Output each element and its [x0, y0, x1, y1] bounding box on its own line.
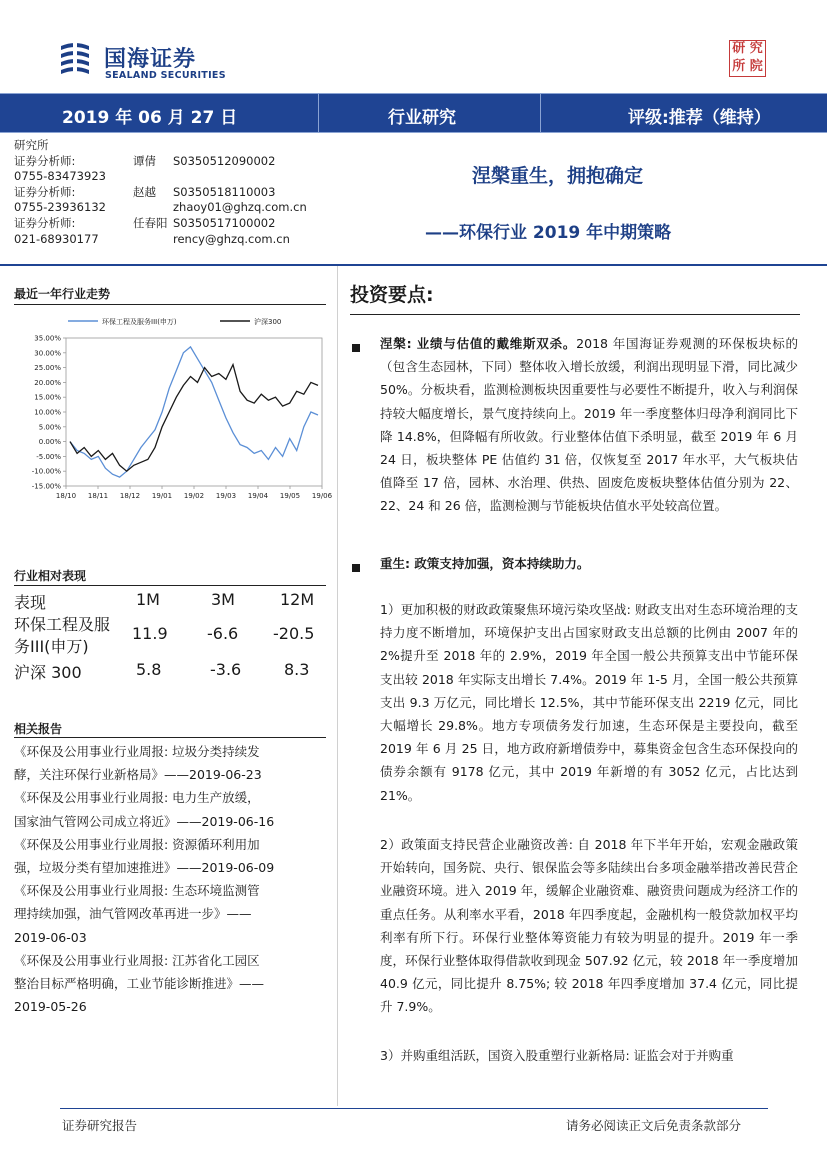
- y-tick-label: -15.00%: [31, 482, 61, 491]
- related-heading: 相关报告: [14, 722, 63, 736]
- x-tick-label: 19/04: [247, 492, 269, 500]
- report-rating: 评级:推荐（维持）: [628, 108, 771, 128]
- point-paragraph: [380, 552, 798, 575]
- related-report-line: 整治目标严格明确，工业节能诊断推进》——: [14, 976, 265, 992]
- x-tick-label: 18/12: [119, 492, 141, 500]
- report-subtitle: ——环保行业 2019 年中期策略: [425, 223, 672, 243]
- column-divider: [337, 266, 338, 1106]
- banner-divider: [318, 94, 319, 132]
- cell-value: 8.3: [284, 660, 310, 679]
- point-paragraph: [380, 332, 798, 518]
- analyst-line: [14, 138, 314, 154]
- row-label: 沪深 300: [14, 663, 82, 682]
- related-report-line: 2019-05-26: [14, 999, 87, 1015]
- related-report-line: 《环保及公用事业行业周报: 江苏省化工园区: [14, 952, 260, 968]
- related-report-line: 《环保及公用事业行业周报: 资源循环利用加: [14, 836, 260, 852]
- sidebar: [14, 266, 333, 1106]
- y-tick-label: 0.00%: [38, 438, 61, 447]
- disclaimer-note: 请务必阅读正文后免责条款部分: [566, 1118, 742, 1133]
- x-tick-label: 18/10: [55, 492, 77, 500]
- section-rule: [14, 585, 326, 586]
- column-header: 表现: [14, 593, 47, 612]
- y-tick-label: 20.00%: [34, 378, 61, 387]
- y-tick-label: -10.00%: [31, 467, 61, 476]
- analyst-field: 证券分析师:: [14, 184, 76, 199]
- point-paragraph: 1）更加积极的财政政策聚焦环境污染攻坚战: 财政支出对生态环境治理的支持力度不断增加，环境保护支出占国家财政支出总额的比例由 2007 年的 2%提升至 2018 年的 2.9%，2019 年全国一般公共预算支出中节能环保支出较 2018 年实际支出增长 7.4%。2019 年 1-5 月，全国一般公共预算支出 9.3 万亿元，同比增长 12.5%，其中节能环保支出 2219 亿元，同比大幅增长 29.8%。地方专项债务发行加速，生态环保是主要投向，截至 2019 年 6 月 25 日，地方政府新增债券中，募集资金包含生态环保投向的债券余额有 9178 亿元，其中 2019 年新增的有 3052 亿元，占比达到 21%。: [380, 602, 798, 803]
- analyst-field: 021-68930177: [14, 231, 99, 246]
- analyst-field: 0755-23936132: [14, 200, 106, 215]
- table-header-row: [14, 590, 326, 610]
- related-report-line: 2019-06-03: [14, 929, 87, 945]
- trend-chart: [14, 314, 333, 514]
- analyst-field: rency@ghzq.com.cn: [173, 231, 290, 246]
- y-tick-label: 25.00%: [34, 364, 61, 373]
- point-paragraph: 2）政策面支持民营企业融资改善: 自 2018 年下半年开始，宏观金融政策开始转向，国务院、央行、银保监会等多陆续出台多项金融举措改善民营企业融资环境。进入 2019 年，缓解企业融资难、融资贵问题成为经济工作的重点任务。从利率水平看，2018 年四季度起，金融机构一般贷款加权平均利率有所下行。环保行业整体筹资能力有较为明显的提升。2019 年一季度，环保行业整体取得借款收到现金 507.92 亿元，较 2018 年一季度增加 40.9 亿元，同比提升 8.75%; 较 2018 年四季度增加 37.4 亿元，同比提升 7.9%。: [380, 837, 798, 1015]
- report-title: 涅槃重生，拥抱确定: [472, 165, 644, 187]
- row-label: 环保工程及服: [14, 615, 111, 634]
- point-paragraph: 3）并购重组活跃，国资入股重塑行业新格局: 证监会对于并购重: [380, 1048, 734, 1063]
- analyst-field: 证券分析师:: [14, 153, 76, 168]
- section-rule: [14, 304, 326, 305]
- analyst-info: [14, 138, 314, 247]
- trend-heading: 最近一年行业走势: [14, 287, 111, 301]
- cell-value: -3.6: [210, 660, 242, 679]
- x-tick-label: 19/05: [279, 492, 301, 500]
- seal-char: 院: [749, 58, 763, 74]
- cell-value: -6.6: [207, 624, 239, 643]
- analyst-line: [14, 169, 314, 185]
- point-lead: 涅槃: 业绩与估值的戴维斯双杀。: [380, 336, 577, 351]
- analyst-line: [14, 154, 314, 170]
- report-date: 2019 年 06 月 27 日: [62, 108, 238, 128]
- research-seal: [729, 40, 766, 77]
- y-tick-label: 15.00%: [34, 393, 61, 402]
- banner-divider: [540, 94, 541, 132]
- analyst-line: [14, 185, 314, 201]
- footer-rule: [60, 1108, 768, 1109]
- report-banner: [0, 93, 827, 133]
- analyst-field: 证券分析师:: [14, 215, 76, 230]
- y-tick-label: 10.00%: [34, 408, 61, 417]
- analyst-field: 0755-83473923: [14, 169, 106, 184]
- column-header: 12M: [280, 590, 315, 609]
- performance-heading: 行业相对表现: [14, 569, 87, 583]
- related-report-line: 《环保及公用事业行业周报: 电力生产放缓，: [14, 790, 260, 806]
- section-rule: [350, 314, 800, 315]
- performance-table: [14, 588, 326, 682]
- y-tick-label: 5.00%: [38, 423, 61, 432]
- key-points-heading: 投资要点:: [350, 284, 434, 306]
- analyst-line: [14, 200, 314, 216]
- analyst-field: 研究所: [14, 138, 49, 152]
- analyst-field: 任春阳: [133, 215, 168, 230]
- row-label: 务III(申万): [14, 637, 89, 656]
- analyst-line: [14, 216, 314, 232]
- bullet-icon: [352, 344, 360, 352]
- seal-char: 所: [732, 58, 746, 74]
- analyst-field: S0350518110003: [173, 184, 276, 199]
- related-report-line: 强，垃圾分类有望加速推进》——2019-06-09: [14, 860, 275, 876]
- legend-label: 环保工程及服务III(申万): [102, 318, 177, 326]
- x-tick-label: 19/03: [215, 492, 237, 500]
- analyst-field: S0350517100002: [173, 215, 276, 230]
- related-report-line: 《环保及公用事业行业周报: 垃圾分类持续发: [14, 744, 260, 759]
- brand-logo: [58, 40, 258, 84]
- cell-value: -20.5: [273, 624, 315, 643]
- cell-value: 11.9: [132, 624, 168, 643]
- table-row: [14, 612, 326, 654]
- analyst-line: [14, 232, 314, 248]
- report-type: 行业研究: [388, 108, 456, 128]
- plot-frame: [66, 338, 322, 486]
- brand-name-en: SEALAND SECURITIES: [105, 70, 226, 81]
- y-tick-label: 30.00%: [34, 349, 61, 358]
- seal-char: 研: [732, 41, 746, 56]
- x-tick-label: 19/01: [151, 492, 173, 500]
- point-body: 2018 年国海证券观测的环保板块标的（包含生态园林，下同）整体收入增长放缓，利润出现明显下滑，同比减少 50%。分板块看，监测检测板块因重要性与必要性不断提升，收入与利润保持较大幅度增长，景气度持续向上。2019 年一季度整体归母净利润同比下降 14.8%，但降幅有所收敛。行业整体估值下杀明显，截至 2019 年 6 月 24 日，板块整体 PE 估值约 31 倍，仅恢复至 2017 年水平，大气板块估值降至 17 倍，园林、水治理、供热、固废危废板块整体估值分别为 22、22、24 和 26 倍，监测检测与节能板块估值水平处较高位置。: [380, 336, 798, 514]
- series-line: [70, 365, 318, 472]
- brand-name-cn: 国海证券: [104, 47, 197, 72]
- y-tick-label: 35.00%: [34, 334, 61, 343]
- table-row: [14, 660, 326, 680]
- seal-char: 究: [749, 41, 763, 56]
- analyst-field: zhaoy01@ghzq.com.cn: [173, 200, 307, 215]
- column-header: 3M: [211, 590, 235, 609]
- x-tick-label: 19/02: [183, 492, 205, 500]
- analyst-field: 谭倩: [133, 153, 156, 168]
- legend-label: 沪深300: [254, 318, 282, 326]
- cell-value: 5.8: [136, 660, 162, 679]
- related-report-line: 《环保及公用事业行业周报: 生态环境监测管: [14, 883, 260, 899]
- bullet-icon: [352, 564, 360, 572]
- related-reports: [14, 740, 326, 1018]
- related-report-line: 国家油气管网公司成立将近》——2019-06-16: [14, 813, 275, 829]
- related-report-line: 理持续加强，油气管网改革再进一步》——: [14, 906, 252, 922]
- x-tick-label: 18/11: [87, 492, 109, 500]
- section-rule: [14, 737, 326, 738]
- x-tick-label: 19/06: [311, 492, 333, 500]
- related-report-line: 酵，关注环保行业新格局》——2019-06-23: [14, 767, 262, 783]
- point-lead: 重生: 政策支持加强，资本持续助力。: [380, 556, 590, 571]
- sealand-logo-icon: [58, 40, 92, 78]
- column-header: 1M: [136, 590, 160, 609]
- analyst-field: 赵越: [133, 184, 156, 199]
- footer-label: 证券研究报告: [62, 1118, 138, 1133]
- y-tick-label: -5.00%: [36, 452, 61, 461]
- analyst-field: S0350512090002: [173, 153, 276, 168]
